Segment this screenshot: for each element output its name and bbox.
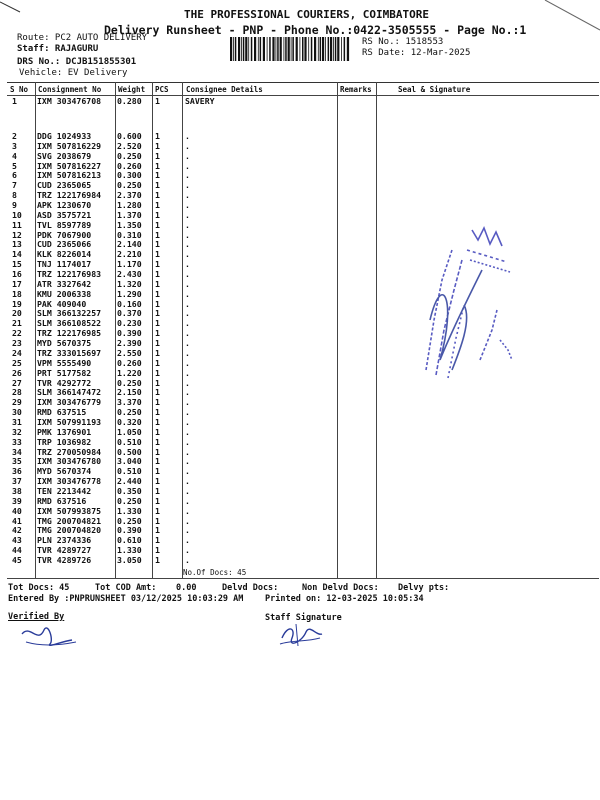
row-sno: 19: [12, 298, 22, 309]
row-pcs: 1: [155, 407, 160, 418]
row-consignment-no: KMU 2006338: [37, 288, 92, 299]
row-consignee-details: .: [185, 298, 190, 309]
table-row: [0, 476, 600, 486]
row-pcs: 1: [155, 180, 160, 191]
row-consignee-details: .: [185, 249, 190, 260]
row-sno: 45: [12, 554, 22, 565]
row-weight: 2.210: [117, 249, 142, 260]
row-consignee-details: .: [185, 426, 190, 437]
row-consignee-details: .: [185, 485, 190, 496]
row-pcs: 1: [155, 298, 160, 309]
row-pcs: 1: [155, 397, 160, 408]
row-consignee-details: .: [185, 436, 190, 447]
row-sno: 22: [12, 328, 22, 339]
row-consignment-no: VPM 5555490: [37, 357, 92, 368]
row-sno: 24: [12, 347, 22, 358]
row-sno: 41: [12, 515, 22, 526]
delivery-points-label: Delvy pts:: [398, 583, 450, 593]
delivered-docs-label: Delvd Docs:: [222, 583, 279, 593]
table-row: [0, 200, 600, 210]
col-header-consignment: Consignment No: [38, 85, 102, 94]
row-pcs: 1: [155, 249, 160, 260]
row-consignment-no: IXM 507816213: [37, 170, 102, 181]
row-pcs: 1: [155, 200, 160, 211]
runsheet-title: Delivery Runsheet - PNP - Phone No.:0422-3505555 - Page No.:1: [104, 23, 527, 37]
row-sno: 14: [12, 249, 22, 260]
row-consignee-details: .: [185, 367, 190, 378]
row-consignment-no: TMG 200704820: [37, 525, 102, 536]
row-consignment-no: IXM 303476780: [37, 456, 102, 467]
row-sno: 30: [12, 407, 22, 418]
non-delivered-docs-label: Non Delvd Docs:: [302, 583, 379, 593]
table-bottom-rule: [7, 578, 599, 579]
row-consignment-no: PRT 5177582: [37, 367, 92, 378]
row-weight: 2.370: [117, 190, 142, 201]
row-sno: 37: [12, 476, 22, 487]
table-row: [0, 427, 600, 437]
table-row: [0, 180, 600, 190]
row-pcs: 1: [155, 278, 160, 289]
row-pcs: 1: [155, 229, 160, 240]
row-sno: 43: [12, 535, 22, 546]
verified-by-label: Verified By: [8, 612, 65, 622]
row-sno: 21: [12, 318, 22, 329]
row-consignment-no: IXM 507816229: [37, 140, 102, 151]
row-consignment-no: MYD 5670375: [37, 338, 92, 349]
row-consignee-details: .: [185, 278, 190, 289]
row-pcs: 1: [155, 209, 160, 220]
barcode-image: [230, 37, 350, 61]
row-consignment-no: PMK 1376901: [37, 426, 92, 437]
row-consignee-details: .: [185, 150, 190, 161]
row-pcs: 1: [155, 239, 160, 250]
row-weight: 0.370: [117, 308, 142, 319]
row-sno: 12: [12, 229, 22, 240]
row-weight: 1.320: [117, 278, 142, 289]
row-weight: 0.250: [117, 495, 142, 506]
row-sno: 42: [12, 525, 22, 536]
row-consignee-details: .: [185, 288, 190, 299]
row-consignee-details: .: [185, 209, 190, 220]
row-weight: 0.390: [117, 328, 142, 339]
printed-on: Printed on: 12-03-2025 10:05:34: [265, 594, 424, 604]
row-weight: 1.350: [117, 219, 142, 230]
row-sno: 1: [12, 96, 17, 106]
row-consignee-details: .: [185, 377, 190, 388]
row-consignee-details: .: [185, 308, 190, 319]
row-pcs: 1: [155, 554, 160, 565]
row-pcs: 1: [155, 535, 160, 546]
row-sno: 8: [12, 190, 17, 201]
row-weight: 1.370: [117, 209, 142, 220]
row-consignment-no: TRZ 122176983: [37, 269, 102, 280]
row-consignment-no: SLM 366132257: [37, 308, 102, 319]
row-consignee-details: .: [185, 416, 190, 427]
table-row: [0, 535, 600, 545]
row-consignee-details: .: [185, 397, 190, 408]
row-consignee-details: .: [185, 407, 190, 418]
row-consignee-details: .: [185, 505, 190, 516]
row-consignment-no: RMD 637515: [37, 407, 87, 418]
row-consignee-details: .: [185, 515, 190, 526]
row-consignment-no: TNJ 1174017: [37, 259, 92, 270]
row-consignee-details: .: [185, 318, 190, 329]
rs-date: RS Date: 12-Mar-2025: [362, 48, 471, 58]
row-weight: 3.050: [117, 554, 142, 565]
staff-label: Staff: RAJAGURU: [17, 44, 99, 54]
row-weight: 0.250: [117, 407, 142, 418]
row-sno: 31: [12, 416, 22, 427]
row-sno: 10: [12, 209, 22, 220]
row-consignee-details: .: [185, 269, 190, 280]
row-pcs: 1: [155, 96, 160, 106]
row-consignment-no: ATR 3327642: [37, 278, 92, 289]
row-pcs: 1: [155, 269, 160, 280]
row-consignment-no: IXM 507991193: [37, 416, 102, 427]
row-consignee-details: .: [185, 338, 190, 349]
row-pcs: 1: [155, 495, 160, 506]
table-row: [0, 141, 600, 151]
row-sno: 4: [12, 150, 17, 161]
row-weight: 0.160: [117, 298, 142, 309]
no-of-docs: No.Of Docs: 45: [183, 568, 247, 577]
row-consignee-details: .: [185, 259, 190, 270]
table-row: [0, 161, 600, 171]
verifier-signature-image: [20, 620, 80, 650]
row-weight: 2.430: [117, 269, 142, 280]
row-consignment-no: TVR 4292772: [37, 377, 92, 388]
row-sno: 6: [12, 170, 17, 181]
row-consignment-no: IXM 507993875: [37, 505, 102, 516]
row-weight: 3.370: [117, 397, 142, 408]
row-weight: 1.170: [117, 259, 142, 270]
row-consignment-no: SLM 366147472: [37, 387, 102, 398]
row-consignment-no: TRZ 333015697: [37, 347, 102, 358]
row-sno: 9: [12, 200, 17, 211]
row-consignee-details: .: [185, 456, 190, 467]
row-pcs: 1: [155, 308, 160, 319]
row-consignee-details: .: [185, 535, 190, 546]
row-consignment-no: PLN 2374336: [37, 535, 92, 546]
row-weight: 0.600: [117, 131, 142, 141]
row-weight: 1.290: [117, 288, 142, 299]
row-pcs: 1: [155, 259, 160, 270]
row-pcs: 1: [155, 357, 160, 368]
row-pcs: 1: [155, 318, 160, 329]
row-consignee-details: SAVERY: [185, 96, 215, 106]
row-weight: 0.610: [117, 535, 142, 546]
row-weight: 2.440: [117, 476, 142, 487]
table-row: [0, 516, 600, 526]
row-weight: 0.260: [117, 160, 142, 171]
row-sno: 13: [12, 239, 22, 250]
row-consignment-no: TRZ 122176984: [37, 190, 102, 201]
total-cod-label: Tot COD Amt:: [95, 583, 157, 593]
row-consignment-no: DDG 1024933: [37, 131, 92, 141]
row-consignment-no: PDK 7067900: [37, 229, 92, 240]
row-consignment-no: PAK 409040: [37, 298, 87, 309]
row-consignee-details: .: [185, 140, 190, 151]
row-sno: 18: [12, 288, 22, 299]
row-consignee-details: .: [185, 219, 190, 230]
row-weight: 0.320: [117, 416, 142, 427]
row-pcs: 1: [155, 416, 160, 427]
row-pcs: 1: [155, 150, 160, 161]
row-consignment-no: IXM 303476708: [37, 96, 102, 106]
staff-signature-label: Staff Signature: [265, 613, 342, 623]
table-row: [0, 397, 600, 407]
col-header-remarks: Remarks: [340, 85, 372, 94]
row-weight: 0.510: [117, 436, 142, 447]
row-consignee-details: .: [185, 160, 190, 171]
rs-number: RS No.: 1518553: [362, 37, 444, 47]
row-sno: 17: [12, 278, 22, 289]
row-consignment-no: TRZ 122176985: [37, 328, 102, 339]
table-row: [0, 96, 600, 106]
row-consignment-no: CUD 2365065: [37, 180, 92, 191]
table-row: [0, 407, 600, 417]
row-consignee-details: .: [185, 131, 190, 141]
row-weight: 0.510: [117, 466, 142, 477]
row-sno: 7: [12, 180, 17, 191]
row-consignee-details: .: [185, 466, 190, 477]
row-pcs: 1: [155, 426, 160, 437]
row-pcs: 1: [155, 485, 160, 496]
row-pcs: 1: [155, 436, 160, 447]
row-sno: 29: [12, 397, 22, 408]
row-consignee-details: .: [185, 476, 190, 487]
row-pcs: 1: [155, 525, 160, 536]
row-consignment-no: IXM 303476778: [37, 476, 102, 487]
row-pcs: 1: [155, 338, 160, 349]
row-consignee-details: .: [185, 387, 190, 398]
table-row: [0, 555, 600, 565]
row-weight: 2.550: [117, 347, 142, 358]
row-weight: 1.050: [117, 426, 142, 437]
row-pcs: 1: [155, 190, 160, 201]
row-consignee-details: .: [185, 328, 190, 339]
row-consignment-no: TRZ 270050984: [37, 446, 102, 457]
entered-by: Entered By :PNPRUNSHEET 03/12/2025 10:03:29 AM: [8, 594, 244, 604]
row-consignee-details: .: [185, 239, 190, 250]
row-consignment-no: TVL 8597789: [37, 219, 92, 230]
row-consignee-details: .: [185, 357, 190, 368]
row-pcs: 1: [155, 160, 160, 171]
table-row: [0, 447, 600, 457]
col-header-pcs: PCS: [155, 85, 169, 94]
col-header-sno: S No: [10, 85, 29, 94]
table-row: [0, 190, 600, 200]
vehicle-label: Vehicle: EV Delivery: [19, 68, 128, 78]
row-sno: 23: [12, 338, 22, 349]
row-consignment-no: RMD 637516: [37, 495, 87, 506]
row-consignment-no: KLK 8226014: [37, 249, 92, 260]
row-weight: 0.390: [117, 525, 142, 536]
row-consignment-no: ASD 3575721: [37, 209, 92, 220]
row-consignee-details: .: [185, 180, 190, 191]
row-sno: 16: [12, 269, 22, 280]
row-sno: 27: [12, 377, 22, 388]
row-consignment-no: IXM 507816227: [37, 160, 102, 171]
drs-number: DRS No.: DCJB151855301: [17, 57, 137, 67]
table-row: [0, 131, 600, 141]
row-pcs: 1: [155, 387, 160, 398]
row-consignee-details: .: [185, 446, 190, 457]
table-row: [0, 151, 600, 161]
row-consignee-details: .: [185, 525, 190, 536]
row-weight: 2.150: [117, 387, 142, 398]
row-pcs: 1: [155, 170, 160, 181]
row-sno: 39: [12, 495, 22, 506]
total-docs: Tot Docs: 45: [8, 583, 70, 593]
table-row: [0, 506, 600, 516]
row-weight: 0.260: [117, 357, 142, 368]
col-header-seal-signature: Seal & Signature: [398, 85, 471, 94]
row-sno: 25: [12, 357, 22, 368]
row-sno: 35: [12, 456, 22, 467]
row-weight: 0.310: [117, 229, 142, 240]
row-sno: 40: [12, 505, 22, 516]
row-consignment-no: TVR 4289726: [37, 554, 92, 565]
route-label: Route: PC2 AUTO DELIVERY: [17, 33, 148, 43]
table-row: [0, 525, 600, 535]
row-weight: 1.330: [117, 505, 142, 516]
row-weight: 0.300: [117, 170, 142, 181]
row-pcs: 1: [155, 456, 160, 467]
row-weight: 0.280: [117, 96, 142, 106]
row-pcs: 1: [155, 466, 160, 477]
row-pcs: 1: [155, 476, 160, 487]
row-pcs: 1: [155, 219, 160, 230]
row-sno: 33: [12, 436, 22, 447]
row-weight: 0.230: [117, 318, 142, 329]
delivery-stamp-image: [412, 210, 522, 390]
row-pcs: 1: [155, 140, 160, 151]
row-pcs: 1: [155, 515, 160, 526]
row-weight: 0.350: [117, 485, 142, 496]
row-weight: 0.250: [117, 515, 142, 526]
row-sno: 28: [12, 387, 22, 398]
staff-signature-image: [276, 620, 326, 650]
row-weight: 1.280: [117, 200, 142, 211]
row-weight: 0.250: [117, 180, 142, 191]
row-consignee-details: .: [185, 190, 190, 201]
row-consignment-no: TRP 1036982: [37, 436, 92, 447]
row-weight: 2.140: [117, 239, 142, 250]
table-row: [0, 437, 600, 447]
row-weight: 2.390: [117, 338, 142, 349]
row-pcs: 1: [155, 377, 160, 388]
row-sno: 5: [12, 160, 17, 171]
row-sno: 11: [12, 219, 22, 230]
row-pcs: 1: [155, 288, 160, 299]
row-weight: 2.520: [117, 140, 142, 151]
row-sno: 2: [12, 131, 17, 141]
row-sno: 36: [12, 466, 22, 477]
row-weight: 1.220: [117, 367, 142, 378]
row-consignment-no: APK 1230670: [37, 200, 92, 211]
row-consignee-details: .: [185, 495, 190, 506]
row-consignment-no: CUD 2365066: [37, 239, 92, 250]
row-pcs: 1: [155, 131, 160, 141]
row-pcs: 1: [155, 505, 160, 516]
row-consignee-details: .: [185, 545, 190, 556]
row-pcs: 1: [155, 347, 160, 358]
col-header-consignee-details: Consignee Details: [186, 85, 263, 94]
row-consignee-details: .: [185, 200, 190, 211]
row-consignee-details: .: [185, 229, 190, 240]
row-pcs: 1: [155, 367, 160, 378]
row-weight: 3.040: [117, 456, 142, 467]
total-cod-value: 0.00: [176, 583, 197, 593]
row-sno: 15: [12, 259, 22, 270]
col-header-weight: Weight: [118, 85, 146, 94]
row-consignment-no: TEN 2213442: [37, 485, 92, 496]
table-row: [0, 486, 600, 496]
table-row: [0, 496, 600, 506]
row-consignment-no: TMG 200704821: [37, 515, 102, 526]
row-pcs: 1: [155, 545, 160, 556]
table-row: [0, 417, 600, 427]
row-sno: 32: [12, 426, 22, 437]
row-consignment-no: SVG 2038679: [37, 150, 92, 161]
row-consignment-no: SLM 366108522: [37, 318, 102, 329]
row-weight: 0.250: [117, 377, 142, 388]
row-sno: 20: [12, 308, 22, 319]
row-consignment-no: IXM 303476779: [37, 397, 102, 408]
row-consignee-details: .: [185, 347, 190, 358]
row-consignee-details: .: [185, 554, 190, 565]
row-pcs: 1: [155, 446, 160, 457]
row-weight: 1.330: [117, 545, 142, 556]
table-row: [0, 545, 600, 555]
company-title: THE PROFESSIONAL COURIERS, COIMBATORE: [184, 8, 430, 21]
row-sno: 26: [12, 367, 22, 378]
row-sno: 38: [12, 485, 22, 496]
row-pcs: 1: [155, 328, 160, 339]
row-consignment-no: MYD 5670374: [37, 466, 92, 477]
table-row: [0, 170, 600, 180]
row-sno: 3: [12, 140, 17, 151]
row-weight: 0.500: [117, 446, 142, 457]
row-weight: 0.250: [117, 150, 142, 161]
row-consignment-no: TVR 4289727: [37, 545, 92, 556]
row-sno: 34: [12, 446, 22, 457]
row-sno: 44: [12, 545, 22, 556]
row-consignee-details: .: [185, 170, 190, 181]
table-row: [0, 466, 600, 476]
table-row: [0, 456, 600, 466]
